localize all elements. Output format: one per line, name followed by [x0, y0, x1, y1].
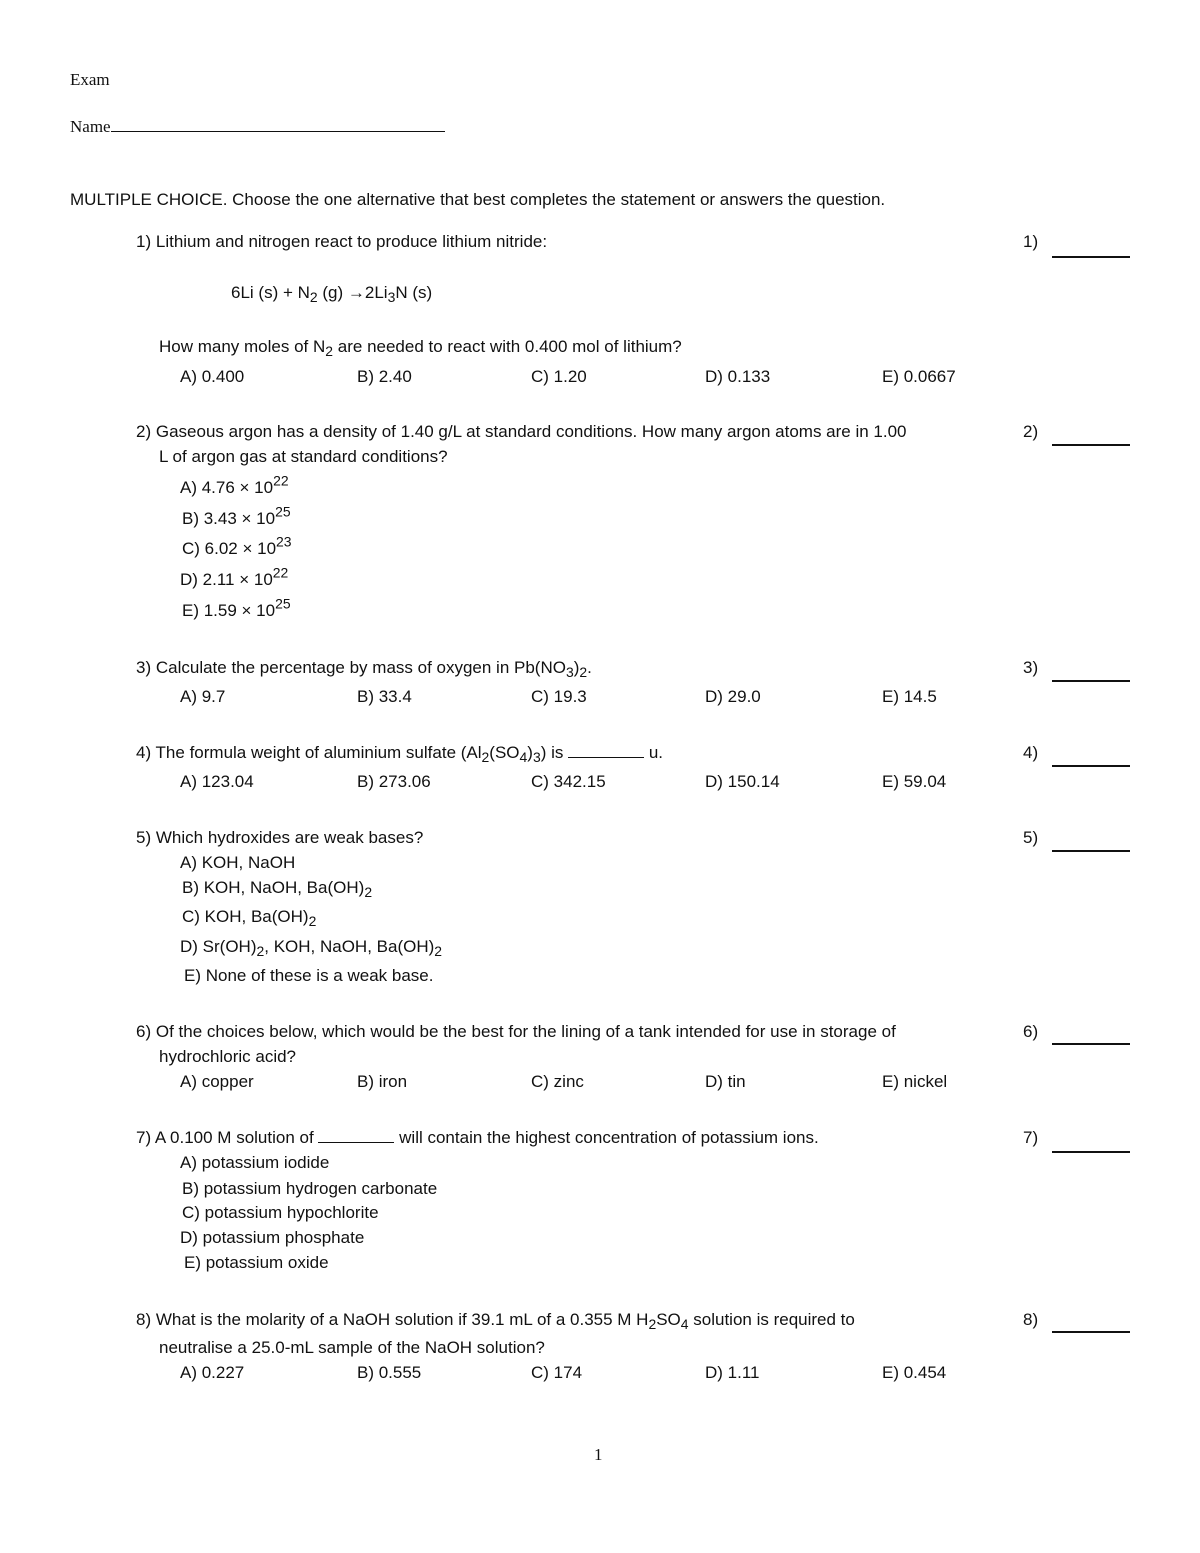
- question-number: 6): [136, 1022, 152, 1041]
- question-6: [136, 1022, 896, 1042]
- option-e[interactable]: E) 14.5: [882, 687, 937, 706]
- option-b[interactable]: B) potassium hydrogen carbonate: [182, 1179, 438, 1198]
- answer-line[interactable]: [1052, 1331, 1130, 1333]
- option-d[interactable]: D) 0.133: [705, 367, 771, 386]
- answer-line[interactable]: [1052, 1043, 1130, 1045]
- option-b[interactable]: B) 0.555: [357, 1363, 422, 1382]
- question-8: [136, 1310, 855, 1333]
- option-c[interactable]: C) KOH, $Ba(OH)_2$: [182, 907, 317, 930]
- option-b[interactable]: B) 273.06: [357, 772, 431, 791]
- option-a[interactable]: A) potassium iodide: [180, 1153, 330, 1172]
- option-e[interactable]: E) 59.04: [882, 772, 947, 791]
- answer-number: 2): [1023, 422, 1039, 441]
- question-text-line2: neutralise a 25.0-mL sample of the NaOH solution?: [159, 1338, 545, 1357]
- equation: 6Li $(s) + N_2$ $(g) \to 2Li_3N$ (s): [231, 283, 433, 306]
- answer-line[interactable]: [1052, 444, 1130, 446]
- question-3: [136, 658, 592, 681]
- question-text: Of the choices below, which would be the best for the lining of a tank intended for use in storage of: [155, 1022, 896, 1041]
- question-number: 3): [136, 658, 152, 677]
- question-text: Lithium and nitrogen react to produce lithium nitride:: [155, 232, 548, 251]
- question-number: 1): [136, 232, 152, 251]
- option-b[interactable]: B) $3.43 \times 10^{25}$: [182, 503, 291, 528]
- fill-in-blank: [318, 1130, 394, 1143]
- answer-number: 4): [1023, 743, 1039, 762]
- option-d[interactable]: D) 29.0: [705, 687, 761, 706]
- option-e[interactable]: E) potassium oxide: [184, 1253, 329, 1272]
- question-1: [136, 232, 547, 252]
- option-a[interactable]: A) 123.04: [180, 772, 254, 791]
- answer-line[interactable]: [1052, 765, 1130, 767]
- question-number: 4): [136, 743, 152, 762]
- question-text: Which hydroxides are weak bases?: [155, 828, 424, 847]
- name-label: Name: [70, 117, 111, 136]
- option-c[interactable]: C) $6.02 \times 10^{23}$: [182, 533, 292, 558]
- question-4: [136, 743, 664, 766]
- option-d[interactable]: D) 150.14: [705, 772, 780, 791]
- option-b[interactable]: B) 33.4: [357, 687, 412, 706]
- question-text-line2: L of argon gas at standard conditions?: [159, 447, 448, 466]
- answer-number: 7): [1023, 1128, 1039, 1147]
- question-number: 8): [136, 1310, 152, 1329]
- option-c[interactable]: C) potassium hypochlorite: [182, 1203, 379, 1222]
- option-a[interactable]: A) copper: [180, 1072, 254, 1091]
- question-number: 7): [136, 1128, 152, 1147]
- option-b[interactable]: B) 2.40: [357, 367, 412, 386]
- option-c[interactable]: C) 19.3: [531, 687, 587, 706]
- option-c[interactable]: C) 174: [531, 1363, 583, 1382]
- answer-line[interactable]: [1052, 680, 1130, 682]
- option-d[interactable]: D) $2.11 \times 10^{22}$: [180, 564, 289, 589]
- option-c[interactable]: C) 1.20: [531, 367, 587, 386]
- option-e[interactable]: E) $1.59 \times 10^{25}$: [182, 595, 291, 620]
- question-text: Calculate the percentage by mass of oxygen in $Pb(NO_3)_2$.: [155, 658, 592, 681]
- option-e[interactable]: E) 0.454: [882, 1363, 947, 1382]
- question-number: 2): [136, 422, 152, 441]
- option-a[interactable]: A) $4.76 \times 10^{22}$: [180, 472, 289, 497]
- option-d[interactable]: D) $Sr(OH)_2$, KOH, NaOH, $Ba(OH)_2$: [180, 937, 443, 960]
- answer-number: 5): [1023, 828, 1039, 847]
- option-a[interactable]: A) 0.227: [180, 1363, 245, 1382]
- question-text: A 0.100 M solution of will contain the highest concentration of potassium ions.: [154, 1128, 819, 1147]
- answer-number: 6): [1023, 1022, 1039, 1041]
- option-e[interactable]: E) nickel: [882, 1072, 948, 1091]
- question-text: What is the molarity of a NaOH solution if 39.1 mL of a 0.355 M $H_2SO_4$ solution is required to: [155, 1310, 855, 1333]
- question-7: [136, 1128, 819, 1148]
- section-heading: MULTIPLE CHOICE. Choose the one alternative that best completes the statement or answers the question.: [70, 190, 886, 209]
- question-text-line2: hydrochloric acid?: [159, 1047, 297, 1066]
- option-c[interactable]: C) 342.15: [531, 772, 606, 791]
- answer-number: 8): [1023, 1310, 1039, 1329]
- option-a[interactable]: A) 9.7: [180, 687, 226, 706]
- option-a[interactable]: A) 0.400: [180, 367, 245, 386]
- answer-number: 1): [1023, 232, 1039, 251]
- option-d[interactable]: D) tin: [705, 1072, 746, 1091]
- option-d[interactable]: D) 1.11: [705, 1363, 760, 1382]
- option-c[interactable]: C) zinc: [531, 1072, 584, 1091]
- option-e[interactable]: E) None of these is a weak base.: [184, 966, 434, 985]
- name-blank-line[interactable]: [111, 117, 445, 132]
- answer-number: 3): [1023, 658, 1039, 677]
- answer-line[interactable]: [1052, 1151, 1130, 1153]
- arrow-icon: →: [347, 283, 365, 302]
- name-field[interactable]: [70, 117, 445, 137]
- question-text-2: How many moles of $N_2$ are needed to react with 0.400 mol of lithium?: [159, 337, 682, 360]
- question-text: Gaseous argon has a density of 1.40 g/L at standard conditions. How many argon atoms are in 1.00: [155, 422, 907, 441]
- question-text: The formula weight of aluminium sulfate $(Al_2(SO_4)_3)$ is u.: [155, 743, 664, 766]
- fill-in-blank: [568, 745, 644, 758]
- question-2: [136, 422, 907, 442]
- answer-line[interactable]: [1052, 256, 1130, 258]
- option-b[interactable]: B) iron: [357, 1072, 408, 1091]
- option-b[interactable]: B) KOH, NaOH, $Ba(OH)_2$: [182, 878, 373, 901]
- question-5: [136, 828, 423, 848]
- question-number: 5): [136, 828, 152, 847]
- option-a[interactable]: A) KOH, NaOH: [180, 853, 296, 872]
- page-number: 1: [594, 1445, 603, 1464]
- option-e[interactable]: E) 0.0667: [882, 367, 956, 386]
- answer-line[interactable]: [1052, 850, 1130, 852]
- option-d[interactable]: D) potassium phosphate: [180, 1228, 365, 1247]
- exam-title: Exam: [70, 70, 110, 89]
